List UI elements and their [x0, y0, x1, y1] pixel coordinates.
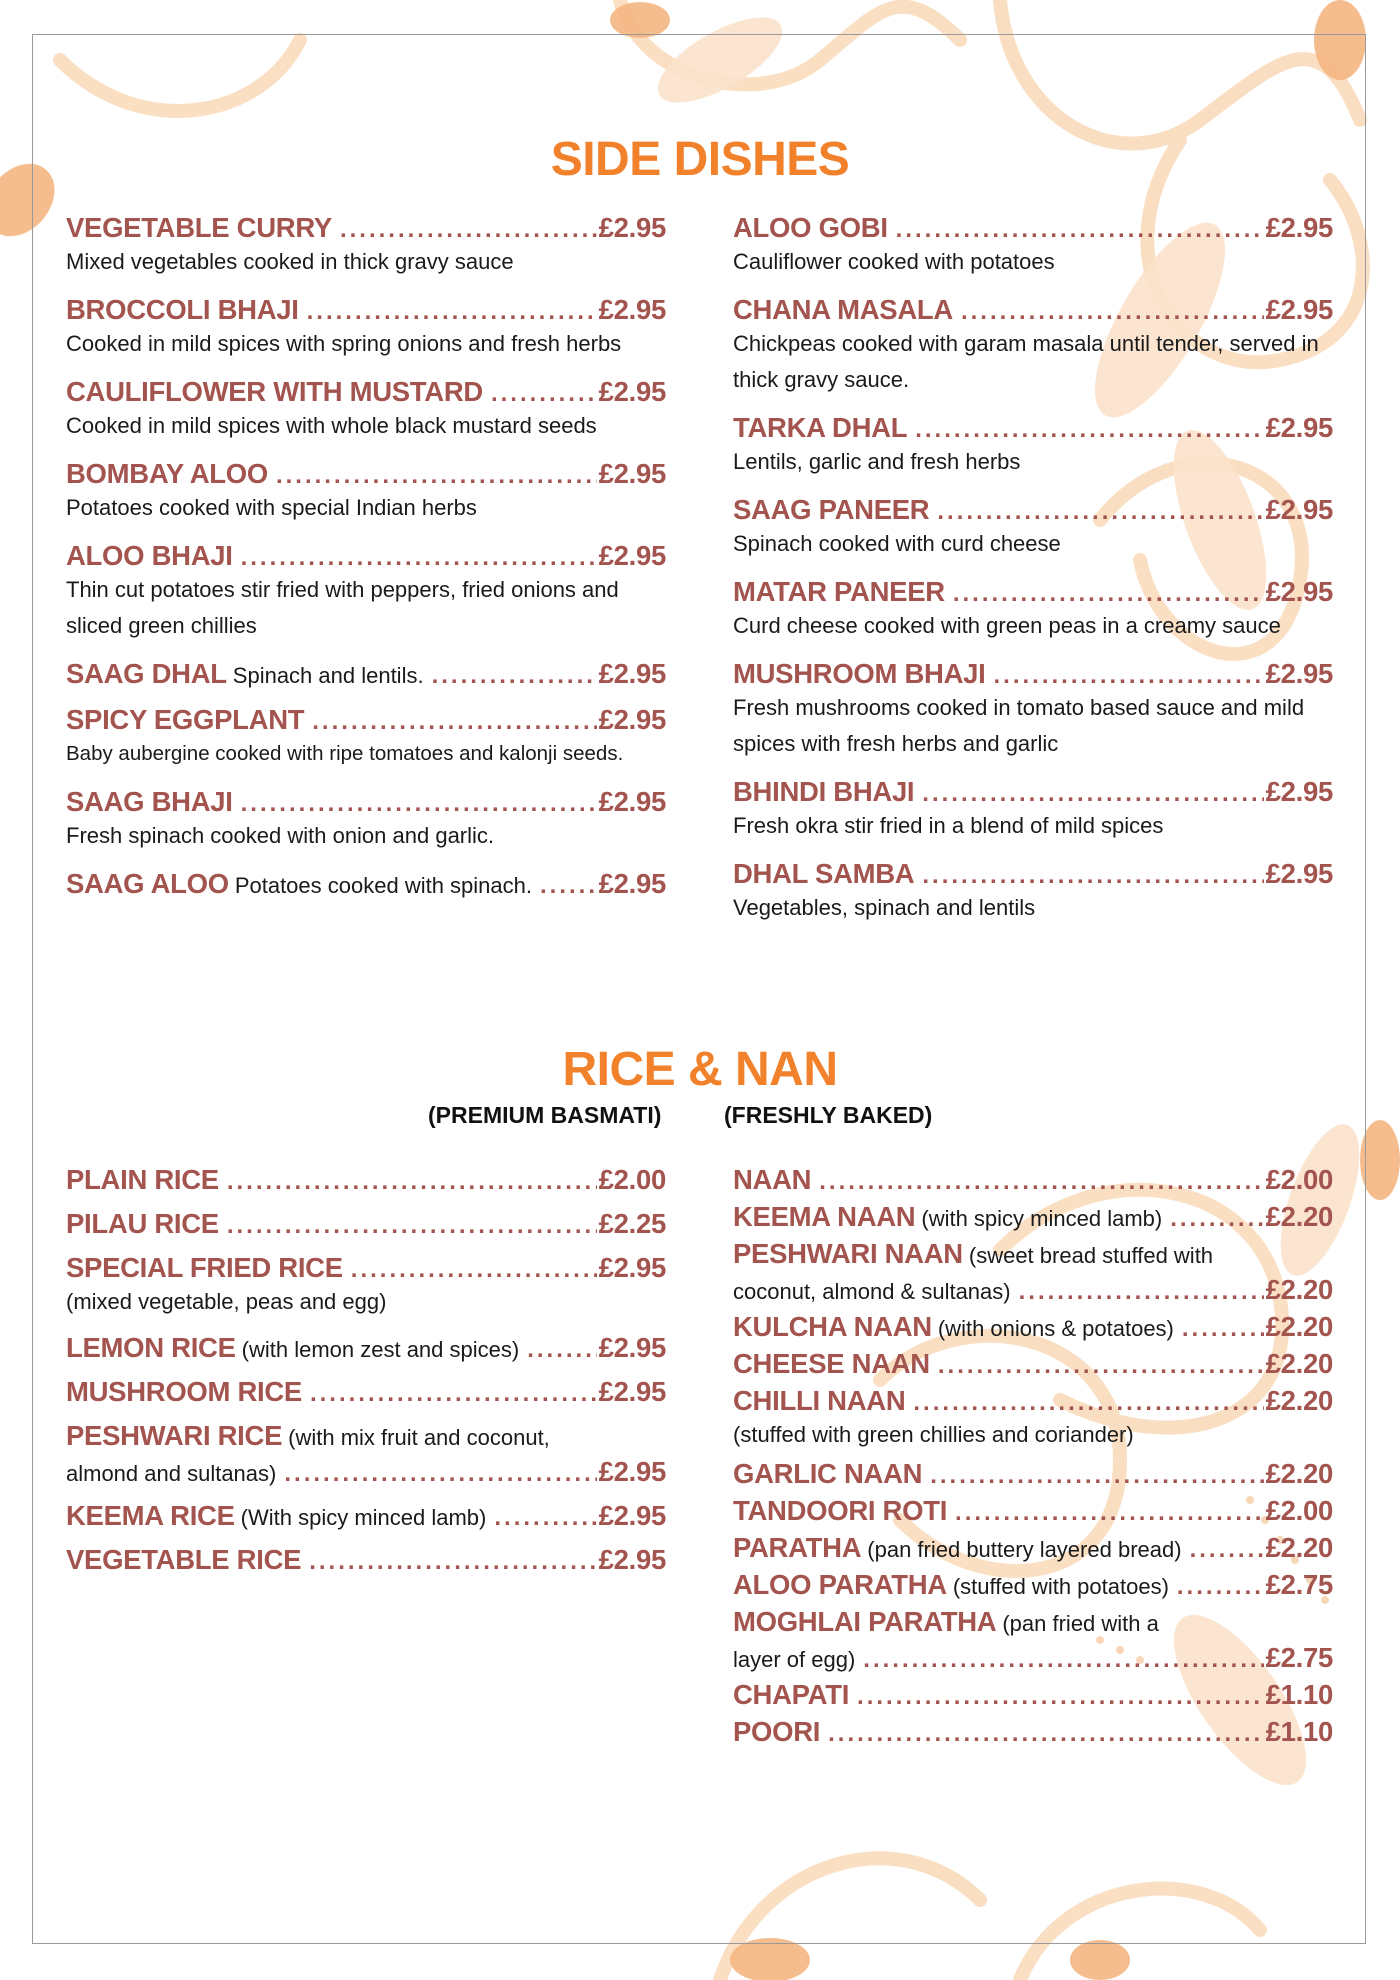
menu-item-name: KEEMA RICE: [66, 1500, 235, 1531]
menu-item-name: SAAG ALOO: [66, 868, 229, 899]
menu-item-name: DHAL SAMBA: [733, 858, 915, 889]
menu-item-price: £2.25: [598, 1208, 666, 1239]
dot-leader: [227, 1212, 597, 1240]
menu-item-line: [66, 540, 666, 572]
menu-item: [733, 1385, 1333, 1453]
menu-item: [733, 1238, 1333, 1306]
menu-item-line: [733, 1201, 1333, 1233]
menu-item: [66, 704, 666, 772]
menu-item: [733, 576, 1333, 644]
menu-item-name: BOMBAY ALOO: [66, 458, 268, 489]
dot-leader: [930, 1462, 1263, 1490]
menu-item-description: Vegetables, spinach and lentils: [733, 895, 1036, 920]
menu-item-name: CAULIFLOWER WITH MUSTARD: [66, 376, 483, 407]
menu-item-price: £1.10: [1265, 1679, 1333, 1710]
dot-leader: [961, 298, 1264, 326]
menu-item-price: £2.95: [598, 658, 666, 689]
menu-item-price: £2.95: [598, 1332, 666, 1363]
menu-item-inline-description: (pan fried buttery layered bread): [867, 1537, 1182, 1562]
menu-item-inline-description: (with onions & potatoes): [937, 1316, 1174, 1341]
menu-item: [733, 494, 1333, 562]
menu-item-line: [733, 1238, 1333, 1270]
menu-item-line: [66, 786, 666, 818]
menu-item: [733, 1606, 1333, 1674]
menu-item-line: [733, 1606, 1333, 1638]
menu-item-name: SPECIAL FRIED RICE: [66, 1252, 343, 1283]
menu-item: [66, 868, 666, 900]
menu-item-name: POORI: [733, 1716, 821, 1747]
menu-item: [733, 294, 1333, 398]
menu-item-price: £2.20: [1265, 1458, 1333, 1489]
menu-item-name: SAAG DHAL: [66, 658, 227, 689]
menu-item-name: MATAR PANEER: [733, 576, 945, 607]
menu-item: [733, 658, 1333, 762]
menu-item: [733, 1532, 1333, 1564]
dot-leader: [1182, 1315, 1264, 1343]
dot-leader: [491, 380, 597, 408]
menu-item-price: £2.95: [1265, 494, 1333, 525]
menu-item-line: [733, 1495, 1333, 1527]
dot-leader: [310, 1380, 597, 1408]
menu-item-description: Baby aubergine cooked with ripe tomatoes and kalonji seeds.: [66, 742, 624, 765]
dot-leader: [1190, 1536, 1264, 1564]
menu-item-name: SAAG PANEER: [733, 494, 930, 525]
menu-item-name: PARATHA: [733, 1532, 862, 1563]
menu-item-line: [66, 1332, 666, 1364]
menu-item-price: £2.95: [598, 704, 666, 735]
dot-leader: [241, 544, 597, 572]
menu-item-description: almond and sultanas): [66, 1461, 277, 1486]
menu-item-price: £2.20: [1265, 1311, 1333, 1342]
menu-item-line: [66, 294, 666, 326]
menu-item-name: KEEMA NAAN: [733, 1201, 916, 1232]
menu-item-inline-description: (with mix fruit and coconut,: [288, 1425, 550, 1450]
menu-item-price: £2.95: [598, 1376, 666, 1407]
menu-item-line: [733, 1679, 1333, 1711]
menu-item-description: (stuffed with green chillies and coriander): [733, 1422, 1134, 1447]
menu-item-price: £2.95: [1265, 294, 1333, 325]
dot-leader: [955, 1499, 1264, 1527]
menu-item-line: [66, 212, 666, 244]
dot-leader: [1170, 1205, 1263, 1233]
menu-item-description: (mixed vegetable, peas and egg): [66, 1289, 387, 1314]
menu-item-line: [733, 576, 1333, 608]
menu-item-price: £2.95: [1265, 212, 1333, 243]
menu-item-description: Cooked in mild spices with spring onions and fresh herbs: [66, 331, 622, 356]
menu-item: [733, 1311, 1333, 1343]
menu-item-inline-description: (sweet bread stuffed with: [968, 1243, 1214, 1268]
menu-item-name: NAAN: [733, 1164, 812, 1195]
menu-item-inline-description: Potatoes cooked with spinach.: [234, 873, 532, 898]
menu-item: [66, 1332, 666, 1364]
menu-item: [733, 1679, 1333, 1711]
menu-item-line: [733, 1642, 1333, 1674]
menu-item-price: £2.75: [1265, 1642, 1333, 1673]
menu-item-name: ALOO BHAJI: [66, 540, 233, 571]
menu-item-name: PESHWARI RICE: [66, 1420, 283, 1451]
menu-item-name: LEMON RICE: [66, 1332, 236, 1363]
menu-item-price: £2.95: [598, 1500, 666, 1531]
menu-item: [733, 1348, 1333, 1380]
menu-item-description: Fresh spinach cooked with onion and garlic.: [66, 823, 495, 848]
side-dishes-right-column: [733, 212, 1333, 940]
menu-item: [66, 1252, 666, 1320]
menu-item-line: [733, 294, 1333, 326]
menu-item-line: [733, 858, 1333, 890]
dot-leader: [938, 1352, 1264, 1380]
menu-item: [66, 294, 666, 362]
menu-item-description: Cauliflower cooked with potatoes: [733, 249, 1055, 274]
dot-leader: [241, 790, 597, 818]
menu-item-line: [733, 494, 1333, 526]
menu-item-line: [66, 1500, 666, 1532]
menu-item-line: [66, 1420, 666, 1452]
rice-column: [66, 1164, 666, 1588]
menu-item-price: £2.95: [598, 1456, 666, 1487]
dot-leader: [276, 462, 597, 490]
menu-item-line: [733, 776, 1333, 808]
menu-item-line: [66, 1544, 666, 1576]
menu-item-line: [733, 1532, 1333, 1564]
menu-item-line: [733, 658, 1333, 690]
menu-item-description: Mixed vegetables cooked in thick gravy sauce: [66, 249, 514, 274]
menu-item: [733, 1495, 1333, 1527]
menu-item: [733, 212, 1333, 280]
menu-item-name: SAAG BHAJI: [66, 786, 233, 817]
menu-item: [733, 1201, 1333, 1233]
menu-item: [66, 1420, 666, 1488]
menu-item-price: £2.95: [598, 294, 666, 325]
menu-item: [66, 1376, 666, 1408]
menu-item: [733, 858, 1333, 926]
menu-item-line: [733, 1164, 1333, 1196]
menu-item-price: £2.95: [1265, 576, 1333, 607]
dot-leader: [828, 1720, 1264, 1748]
menu-item-price: £2.20: [1265, 1385, 1333, 1416]
nan-subtitle: (FRESHLY BAKED): [724, 1102, 933, 1128]
menu-item-description: Fresh okra stir fried in a blend of mild spices: [733, 813, 1164, 838]
rice-nan-title: RICE & NAN: [562, 1043, 838, 1096]
menu-item-line: [733, 212, 1333, 244]
menu-item-price: £2.95: [598, 1252, 666, 1283]
menu-item-line: [66, 704, 666, 736]
dot-leader: [1019, 1278, 1264, 1306]
menu-item-name: CHANA MASALA: [733, 294, 953, 325]
menu-item-price: £2.20: [1265, 1201, 1333, 1232]
dot-leader: [432, 662, 597, 690]
menu-item-name: MUSHROOM BHAJI: [733, 658, 986, 689]
nan-column: [733, 1164, 1333, 1753]
menu-item-name: PLAIN RICE: [66, 1164, 219, 1195]
menu-item-name: PILAU RICE: [66, 1208, 219, 1239]
menu-item-line: [66, 1252, 666, 1284]
menu-item-price: £1.10: [1265, 1716, 1333, 1747]
menu-item: [733, 776, 1333, 844]
menu-item-name: ALOO PARATHA: [733, 1569, 947, 1600]
dot-leader: [896, 216, 1264, 244]
menu-item-line: [66, 658, 666, 690]
menu-item-inline-description: (with lemon zest and spices): [241, 1337, 520, 1362]
dot-leader: [857, 1683, 1264, 1711]
menu-item-line: [66, 1456, 666, 1488]
menu-item-line: [66, 1208, 666, 1240]
dot-leader: [915, 416, 1263, 444]
menu-item: [733, 1164, 1333, 1196]
menu-item-price: £2.20: [1265, 1348, 1333, 1379]
menu-item: [733, 412, 1333, 480]
menu-item-line: [733, 1716, 1333, 1748]
menu-item-price: £2.95: [598, 1544, 666, 1575]
menu-item-name: TARKA DHAL: [733, 412, 908, 443]
menu-item-name: TANDOORI ROTI: [733, 1495, 948, 1526]
menu-item-price: £2.00: [598, 1164, 666, 1195]
dot-leader: [284, 1460, 596, 1488]
menu-item-price: £2.95: [598, 868, 666, 899]
dot-leader: [913, 1389, 1263, 1417]
menu-item-line: [733, 412, 1333, 444]
menu-item-line: [66, 1376, 666, 1408]
menu-item-line: [66, 868, 666, 900]
menu-item-price: £2.95: [598, 376, 666, 407]
dot-leader: [993, 662, 1263, 690]
menu-item-name: MUSHROOM RICE: [66, 1376, 302, 1407]
rice-subtitle: (PREMIUM BASMATI): [428, 1102, 662, 1128]
menu-item-inline-description: (with spicy minced lamb): [921, 1206, 1163, 1231]
menu-item-description: Spinach cooked with curd cheese: [733, 531, 1061, 556]
menu-item: [66, 540, 666, 644]
dot-leader: [540, 872, 597, 900]
menu-item-price: £2.95: [598, 786, 666, 817]
menu-item: [66, 1500, 666, 1532]
menu-item-price: £2.20: [1265, 1532, 1333, 1563]
menu-item-name: ALOO GOBI: [733, 212, 888, 243]
menu-item: [733, 1569, 1333, 1601]
menu-item-name: CHAPATI: [733, 1679, 850, 1710]
menu-item-description: Curd cheese cooked with green peas in a creamy sauce: [733, 613, 1281, 638]
menu-item-price: £2.20: [1265, 1274, 1333, 1305]
dot-leader: [953, 580, 1264, 608]
menu-item-price: £2.95: [1265, 776, 1333, 807]
menu-item: [66, 212, 666, 280]
menu-item-name: CHILLI NAAN: [733, 1385, 906, 1416]
menu-item-price: £2.95: [598, 212, 666, 243]
menu-item-description: Thin cut potatoes stir fried with peppers, fried onions and sliced green chillies: [66, 577, 619, 638]
menu-item-line: [733, 1348, 1333, 1380]
dot-leader: [351, 1256, 597, 1284]
menu-item-description: Chickpeas cooked with garam masala until tender, served in thick gravy sauce.: [733, 331, 1319, 392]
menu-item: [66, 376, 666, 444]
menu-item-line: [733, 1274, 1333, 1306]
side-dishes-left-column: [66, 212, 666, 914]
dot-leader: [922, 780, 1263, 808]
menu-item-line: [733, 1569, 1333, 1601]
dot-leader: [340, 216, 597, 244]
menu-item-description: Lentils, garlic and fresh herbs: [733, 449, 1021, 474]
dot-leader: [494, 1504, 596, 1532]
menu-item-name: SPICY EGGPLANT: [66, 704, 305, 735]
dot-leader: [937, 498, 1263, 526]
menu-item-inline-description: (pan fried with a: [1002, 1611, 1159, 1636]
menu-item-inline-description: (stuffed with potatoes): [952, 1574, 1169, 1599]
menu-item: [66, 1544, 666, 1576]
menu-item: [733, 1458, 1333, 1490]
menu-item-price: £2.95: [598, 540, 666, 571]
dot-leader: [922, 862, 1263, 890]
menu-item: [733, 1716, 1333, 1748]
menu-item-line: [66, 376, 666, 408]
menu-item-name: BROCCOLI BHAJI: [66, 294, 299, 325]
menu-item-name: BHINDI BHAJI: [733, 776, 915, 807]
dot-leader: [227, 1168, 597, 1196]
side-dishes-title: SIDE DISHES: [550, 133, 850, 186]
dot-leader: [1177, 1573, 1264, 1601]
menu-item-line: [66, 458, 666, 490]
menu-item-description: Potatoes cooked with special Indian herbs: [66, 495, 477, 520]
dot-leader: [863, 1646, 1263, 1674]
menu-item-price: £2.75: [1265, 1569, 1333, 1600]
dot-leader: [307, 298, 597, 326]
menu-item-name: GARLIC NAAN: [733, 1458, 923, 1489]
menu-item-name: MOGHLAI PARATHA: [733, 1606, 997, 1637]
menu-item-name: VEGETABLE RICE: [66, 1544, 302, 1575]
menu-item-price: £2.95: [1265, 658, 1333, 689]
menu-item-name: CHEESE NAAN: [733, 1348, 930, 1379]
menu-item-price: £2.00: [1265, 1495, 1333, 1526]
menu-item-line: [66, 1164, 666, 1196]
menu-item: [66, 658, 666, 690]
menu-item: [66, 786, 666, 854]
menu-item-inline-description: Spinach and lentils.: [232, 663, 424, 688]
menu-item: [66, 1208, 666, 1240]
menu-item-price: £2.00: [1265, 1164, 1333, 1195]
dot-leader: [312, 708, 596, 736]
menu-item-name: VEGETABLE CURRY: [66, 212, 332, 243]
menu-item-description: coconut, almond & sultanas): [733, 1279, 1011, 1304]
menu-item-price: £2.95: [1265, 858, 1333, 889]
menu-item-line: [733, 1385, 1333, 1417]
menu-item-description: Cooked in mild spices with whole black mustard seeds: [66, 413, 597, 438]
menu-item: [66, 1164, 666, 1196]
menu-item-price: £2.95: [1265, 412, 1333, 443]
dot-leader: [309, 1548, 596, 1576]
dot-leader: [527, 1336, 596, 1364]
menu-item: [66, 458, 666, 526]
menu-item-line: [733, 1458, 1333, 1490]
menu-item-description: layer of egg): [733, 1647, 856, 1672]
menu-item-line: [733, 1311, 1333, 1343]
menu-item-price: £2.95: [598, 458, 666, 489]
menu-item-inline-description: (With spicy minced lamb): [240, 1505, 487, 1530]
menu-item-name: PESHWARI NAAN: [733, 1238, 963, 1269]
dot-leader: [819, 1168, 1263, 1196]
menu-item-name: KULCHA NAAN: [733, 1311, 932, 1342]
menu-item-description: Fresh mushrooms cooked in tomato based sauce and mild spices with fresh herbs and garlic: [733, 695, 1305, 756]
